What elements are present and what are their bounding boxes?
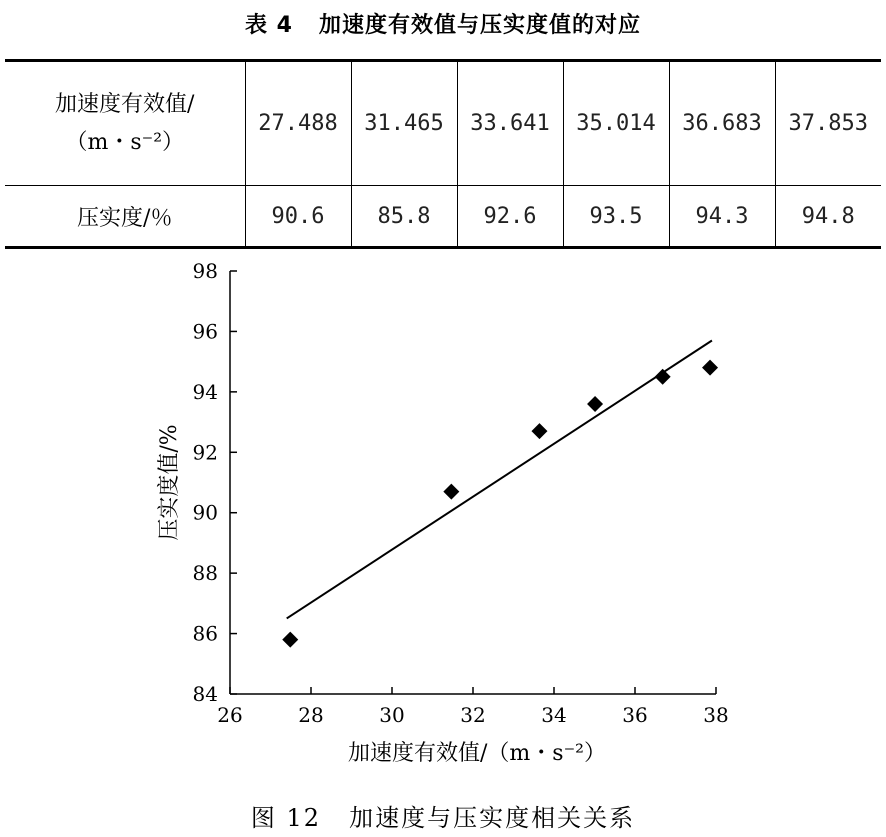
- x-axis-label: 加速度有效值/（m・s⁻²）: [348, 741, 606, 766]
- compaction-cell: 94.8: [775, 186, 881, 248]
- x-tick-label: 34: [541, 703, 567, 727]
- y-tick-label: 92: [192, 440, 218, 465]
- compaction-cell: 90.6: [245, 186, 351, 248]
- data-point-diamond: [443, 484, 459, 500]
- accel-cell: 35.014: [563, 61, 669, 186]
- accel-cell: 36.683: [669, 61, 775, 186]
- x-tick-label: 26: [217, 703, 243, 727]
- data-point-diamond: [655, 369, 671, 385]
- x-tick-label: 32: [460, 703, 486, 727]
- data-point-diamond: [531, 423, 547, 439]
- data-point-diamond: [282, 632, 298, 648]
- compaction-cell: 93.5: [563, 186, 669, 248]
- x-tick-label: 38: [703, 703, 729, 727]
- y-tick-label: 88: [192, 561, 218, 586]
- figure-caption: [0, 798, 886, 833]
- accel-cell: 33.641: [457, 61, 563, 186]
- y-tick-label: 86: [192, 621, 218, 646]
- row-header-line1: 加速度有效值/: [55, 91, 195, 117]
- accel-cell: 31.465: [351, 61, 457, 186]
- y-tick-label: 90: [192, 500, 218, 525]
- row-header-line2: （m・s⁻²）: [65, 129, 185, 155]
- compaction-cell: 85.8: [351, 186, 457, 248]
- y-tick-label: 98: [192, 259, 218, 283]
- x-tick-label: 28: [298, 703, 324, 727]
- accel-cell: 27.488: [245, 61, 351, 186]
- figure-number: 图 12: [250, 804, 322, 832]
- table-title-text: 加速度有效值与压实度值的对应: [318, 13, 641, 38]
- table-number: 表 4: [245, 13, 293, 38]
- compaction-cell: 94.3: [669, 186, 775, 248]
- compaction-cell: 92.6: [457, 186, 563, 248]
- y-tick-label: 94: [192, 379, 218, 404]
- accel-cell: 37.853: [775, 61, 881, 186]
- y-tick-label: 84: [192, 682, 218, 706]
- x-tick-label: 36: [622, 703, 648, 727]
- figure-caption-text: 加速度与压实度相关关系: [349, 804, 636, 832]
- row-header-compaction: 压实度/％: [5, 186, 245, 248]
- data-point-diamond: [587, 396, 603, 412]
- y-axis-label: 压实度值/%: [157, 424, 182, 541]
- y-tick-label: 96: [192, 319, 218, 344]
- trend-line: [287, 340, 712, 618]
- x-tick-label: 30: [379, 703, 405, 727]
- data-point-diamond: [702, 360, 718, 376]
